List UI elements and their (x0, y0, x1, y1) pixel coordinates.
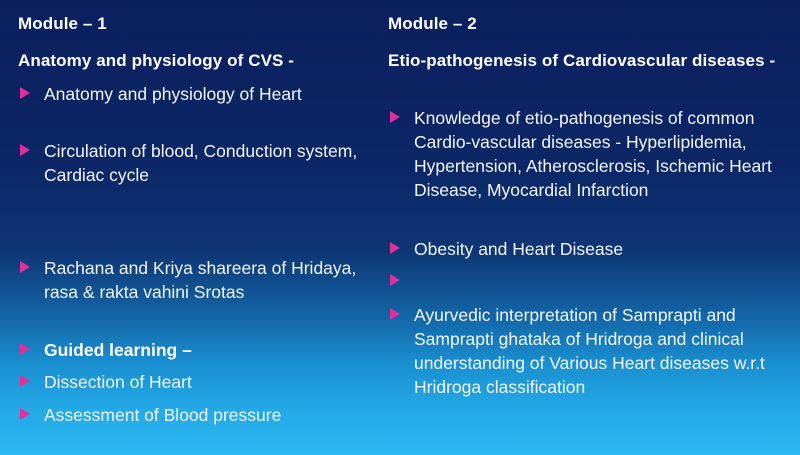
triangle-bullet-icon (390, 308, 400, 320)
bullet-item (18, 256, 368, 304)
triangle-bullet-icon (20, 87, 30, 99)
bullet-item (18, 370, 368, 394)
bullet-item (388, 303, 794, 399)
bullet-text: Dissection of Heart (44, 372, 192, 392)
triangle-bullet-icon (390, 274, 400, 286)
triangle-bullet-icon (390, 111, 400, 123)
bullet-text: Ayurvedic interpretation of Samprapti and Samprapti ghataka of Hridroga and clinical understanding of Various Heart diseases w.r.t Hridroga classification (414, 305, 765, 397)
bullet-text: Anatomy and physiology of Heart (44, 84, 302, 104)
bullet-text: Knowledge of etio-pathogenesis of common Cardio-vascular diseases - Hyperlipidemia, Hypertension, Atherosclerosis, Ischemic Heart Disease, Myocardial Infarction (414, 108, 772, 200)
module-2-title: Etio-pathogenesis of Cardiovascular diseases - (388, 51, 776, 70)
triangle-bullet-icon (20, 144, 30, 156)
triangle-bullet-icon (390, 242, 400, 254)
module-1-label: Module – 1 (18, 14, 107, 33)
bullet-text: Assessment of Blood pressure (44, 405, 282, 425)
bullet-item (18, 403, 368, 427)
bullet-item (18, 338, 368, 362)
triangle-bullet-icon (20, 375, 30, 387)
triangle-bullet-icon (20, 408, 30, 420)
bullet-item (388, 269, 794, 286)
bullet-item (388, 106, 794, 202)
bullet-item (18, 139, 368, 187)
bullet-text: Circulation of blood, Conduction system, Cardiac cycle (44, 141, 358, 185)
module-2-label: Module – 2 (388, 14, 477, 33)
bullet-text: Obesity and Heart Disease (414, 239, 624, 259)
bullet-text: Guided learning – (44, 340, 192, 360)
bullet-item (18, 82, 368, 106)
triangle-bullet-icon (20, 343, 30, 355)
bullet-item (388, 237, 794, 261)
triangle-bullet-icon (20, 261, 30, 273)
module-1-title: Anatomy and physiology of CVS - (18, 51, 295, 70)
bullet-text: Rachana and Kriya shareera of Hridaya, rasa & rakta vahini Srotas (44, 258, 357, 302)
